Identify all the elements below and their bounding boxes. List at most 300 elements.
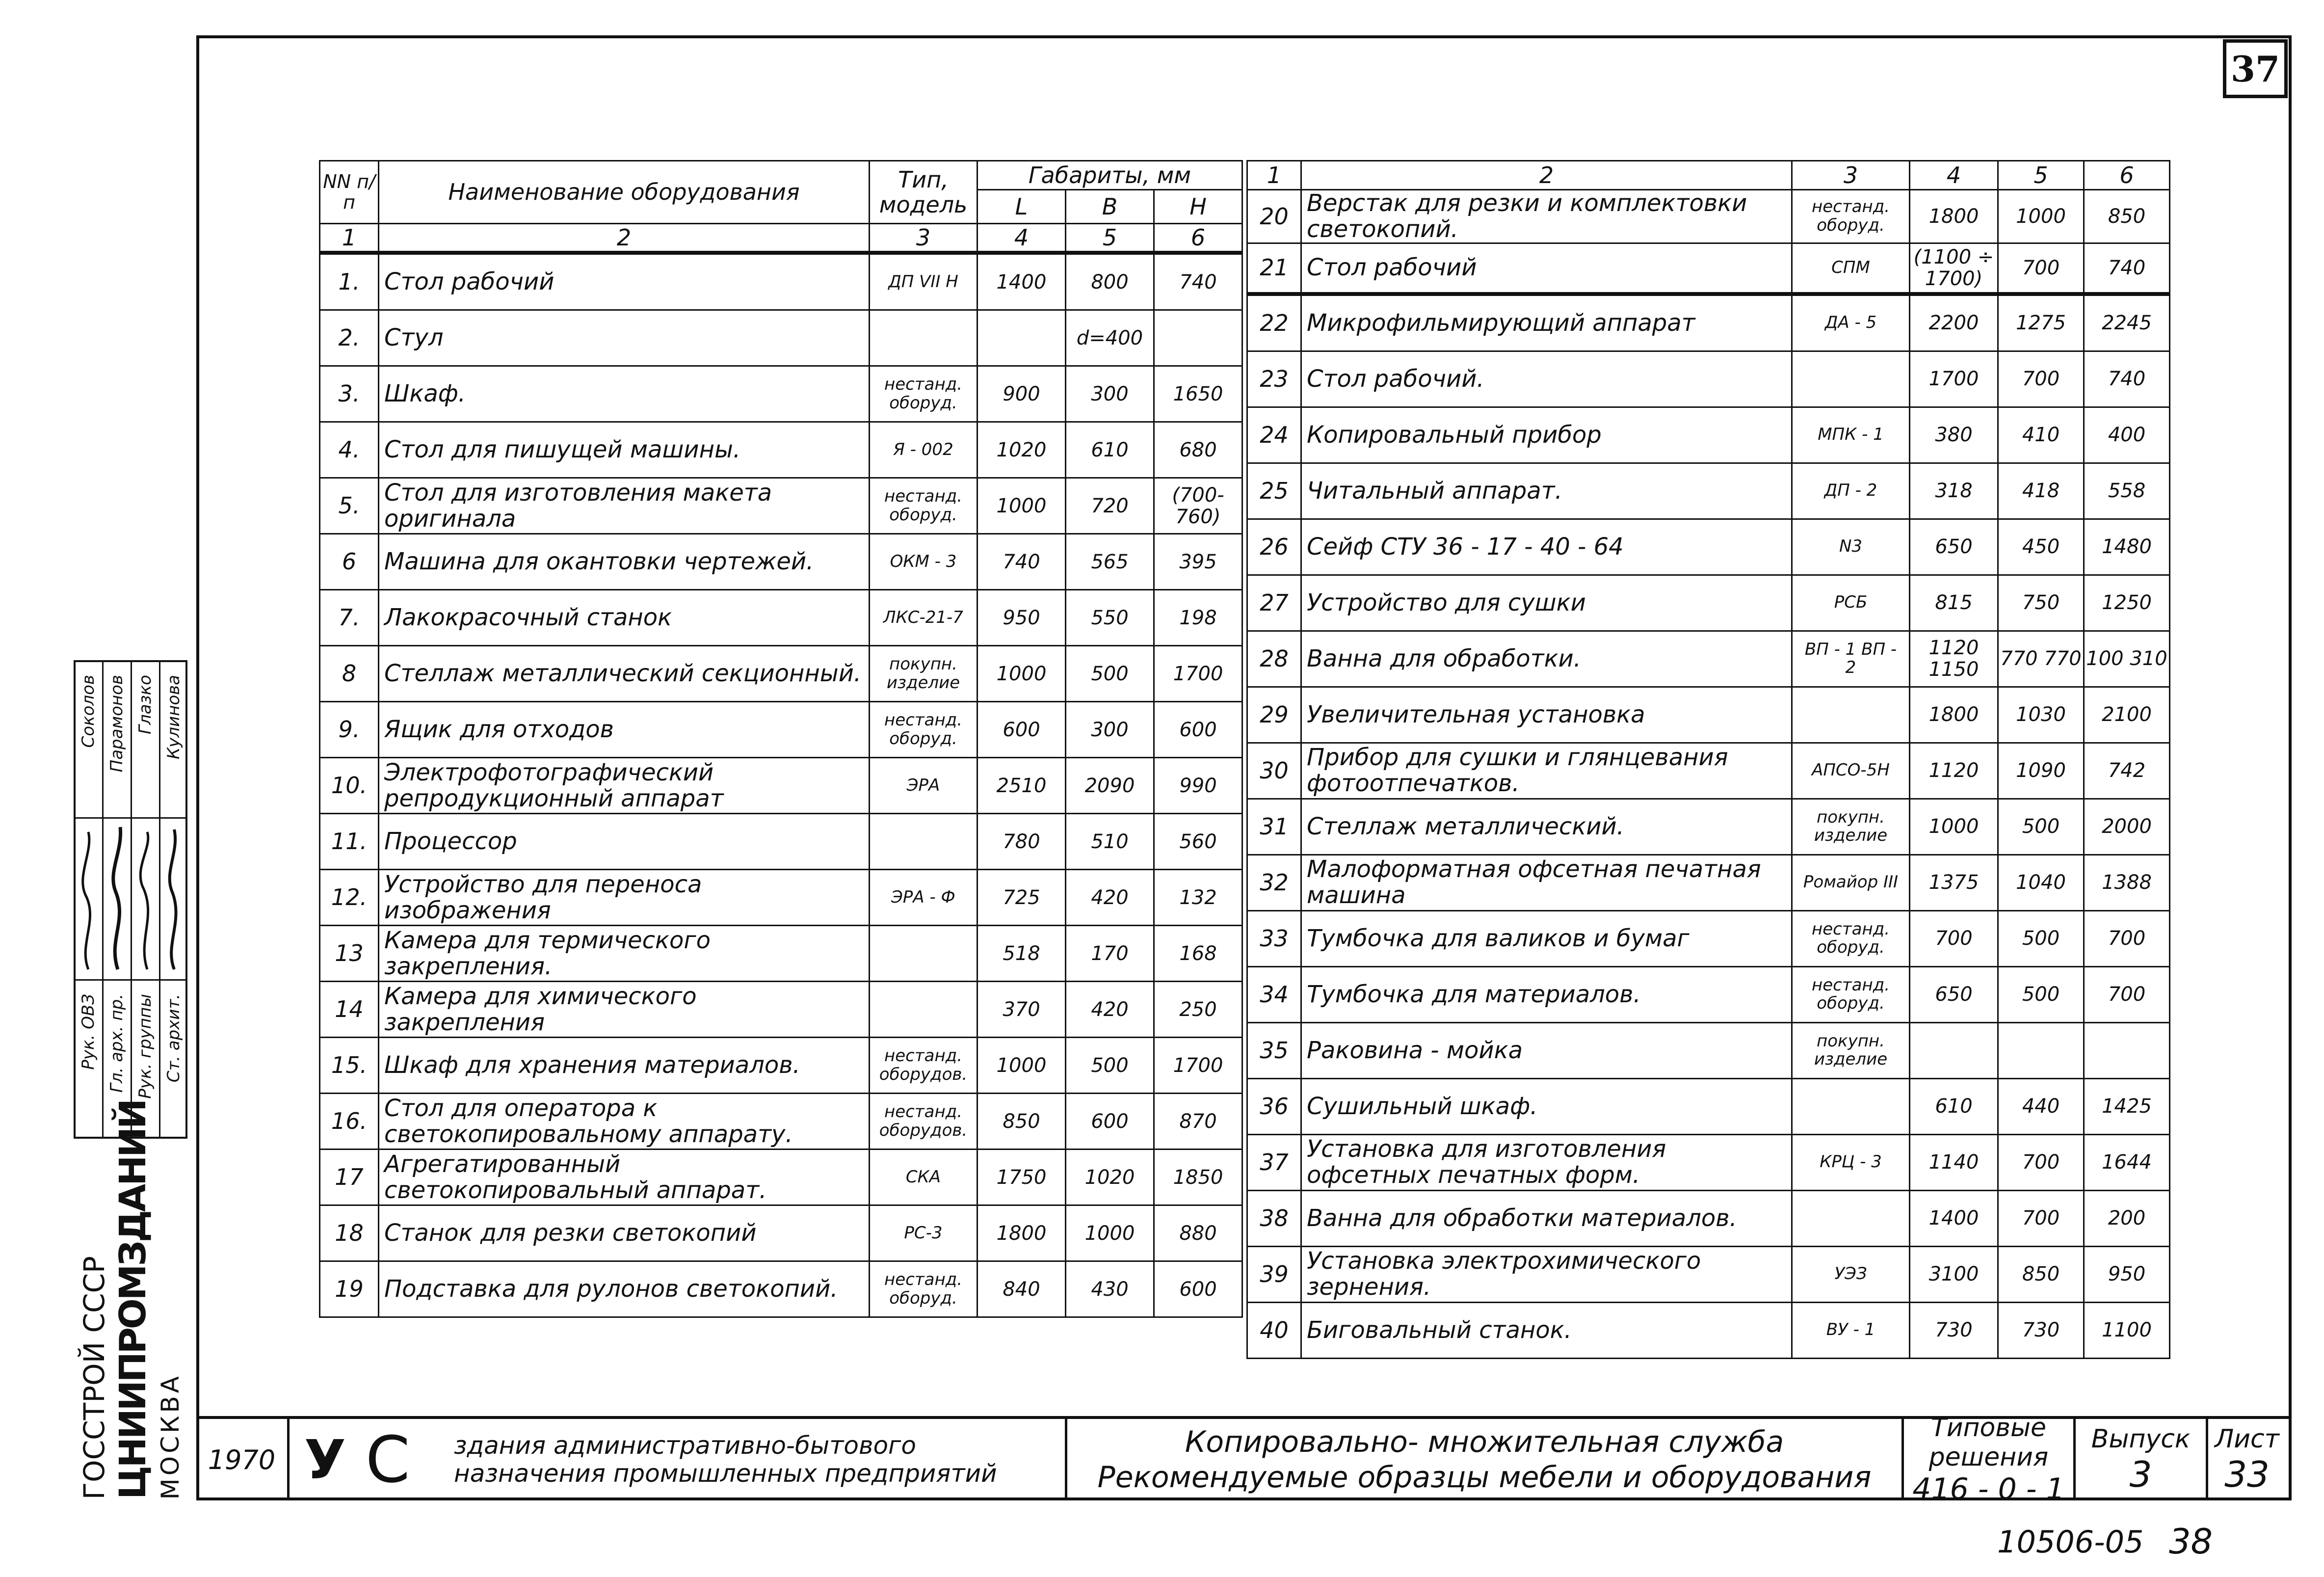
dim-l: 1375	[1910, 855, 1998, 910]
table-row	[1247, 463, 2170, 519]
subject	[1067, 1419, 1904, 1500]
col-num: 5	[1066, 224, 1154, 253]
row-number: 36	[1247, 1078, 1301, 1134]
dim-h: 600	[1154, 1261, 1242, 1317]
col-num: 1	[320, 224, 379, 253]
row-number: 34	[1247, 966, 1301, 1022]
table-row	[1247, 575, 2170, 631]
dim-h: 680	[1154, 422, 1242, 478]
dim-h: 198	[1154, 590, 1242, 646]
dim-b: 440	[1998, 1078, 2084, 1134]
equipment-type	[870, 814, 977, 870]
equipment-name: Станок для резки светокопий	[379, 1205, 870, 1261]
header-dims: Габариты, мм	[977, 161, 1242, 190]
equipment-name: Тумбочка для валиков и бумаг	[1301, 910, 1792, 966]
row-number: 32	[1247, 855, 1301, 910]
equipment-type: МПК - 1	[1792, 407, 1910, 463]
col-num: 5	[1998, 161, 2084, 190]
document-code: 10506-05	[1997, 1524, 2144, 1560]
table-row	[320, 1149, 1242, 1205]
equipment-type	[870, 982, 977, 1038]
table-row	[320, 253, 1242, 310]
equipment-name: Установка для изготовления офсетных печатных форм.	[1301, 1134, 1792, 1190]
subject-line: Рекомендуемые образцы мебели и оборудования	[1097, 1460, 1872, 1495]
logo-y: У	[304, 1428, 346, 1491]
dim-h: 1850	[1154, 1149, 1242, 1205]
dim-h: 740	[2084, 243, 2170, 294]
equipment-type: нестанд. оборуд.	[870, 1261, 977, 1317]
table-row	[320, 590, 1242, 646]
dim-l: 1000	[1910, 799, 1998, 855]
stamp-name: Соколов	[79, 675, 98, 748]
year: 1970	[196, 1419, 290, 1500]
col-num: 6	[1154, 224, 1242, 253]
equipment-type: Я - 002	[870, 422, 977, 478]
dim-l: 1750	[977, 1149, 1066, 1205]
equipment-type	[1792, 1190, 1910, 1246]
row-number: 15.	[320, 1038, 379, 1094]
table-row	[320, 534, 1242, 590]
row-number: 11.	[320, 814, 379, 870]
equipment-type: РСБ	[1792, 575, 1910, 631]
table-row	[320, 702, 1242, 758]
row-number: 26	[1247, 519, 1301, 575]
dim-b: 720	[1066, 478, 1154, 534]
table-row	[1247, 631, 2170, 687]
header-h: H	[1154, 190, 1242, 224]
dim-h: 1100	[2084, 1302, 2170, 1358]
table-row	[320, 758, 1242, 814]
dim-b: 510	[1066, 814, 1154, 870]
table-row	[1247, 407, 2170, 463]
dim-l: 1700	[1910, 351, 1998, 407]
equipment-type: СКА	[870, 1149, 977, 1205]
dim-b: 1090	[1998, 743, 2084, 799]
subject-line: Копировально- множительная служба	[1185, 1425, 1784, 1459]
dim-h: 560	[1154, 814, 1242, 870]
row-number: 19	[320, 1261, 379, 1317]
row-number: 16.	[320, 1094, 379, 1149]
equipment-type: УЭЗ	[1792, 1246, 1910, 1302]
row-number: 30	[1247, 743, 1301, 799]
stamp-role: Ст. архит.	[164, 994, 184, 1083]
equipment-name: Сушильный шкаф.	[1301, 1078, 1792, 1134]
dim-b: 800	[1066, 253, 1154, 310]
stamp-role: Гл. арх. пр.	[107, 994, 127, 1093]
equipment-name: Установка электрохимического зернения.	[1301, 1246, 1792, 1302]
dim-b: 500	[1998, 910, 2084, 966]
equipment-table-left	[319, 160, 1243, 1318]
row-number: 29	[1247, 687, 1301, 743]
dim-h: 250	[1154, 982, 1242, 1038]
equipment-type: ДП VII Н	[870, 253, 977, 310]
row-number: 39	[1247, 1246, 1301, 1302]
dim-l: 1800	[977, 1205, 1066, 1261]
row-number: 13	[320, 926, 379, 982]
dim-h: 990	[1154, 758, 1242, 814]
equipment-type	[1792, 687, 1910, 743]
dim-h: 168	[1154, 926, 1242, 982]
dim-l: 2200	[1910, 294, 1998, 351]
dim-l: 1800	[1910, 190, 1998, 243]
dim-l: 318	[1910, 463, 1998, 519]
table-row	[1247, 1302, 2170, 1358]
dim-b: 450	[1998, 519, 2084, 575]
dim-l: 650	[1910, 519, 1998, 575]
header-type: Тип, модель	[870, 161, 977, 224]
equipment-table-right	[1246, 160, 2170, 1359]
equipment-name: Ванна для обработки материалов.	[1301, 1190, 1792, 1246]
issue	[2076, 1419, 2208, 1500]
table-row	[320, 814, 1242, 870]
table-row	[1247, 1190, 2170, 1246]
dim-l: 1000	[977, 646, 1066, 702]
dim-b	[1998, 1022, 2084, 1078]
equipment-name: Устройство для сушки	[1301, 575, 1792, 631]
equipment-type: АПСО-5Н	[1792, 743, 1910, 799]
dim-b: 1000	[1998, 190, 2084, 243]
table-row	[1247, 351, 2170, 407]
equipment-name: Прибор для сушки и глянцевания фотоотпечатков.	[1301, 743, 1792, 799]
table-row	[1247, 1078, 2170, 1134]
dim-l: 1020	[977, 422, 1066, 478]
dim-l: 1140	[1910, 1134, 1998, 1190]
equipment-type: нестанд. оборуд.	[870, 702, 977, 758]
dim-h: 950	[2084, 1246, 2170, 1302]
dim-h: 558	[2084, 463, 2170, 519]
equipment-name: Камера для термического закрепления.	[379, 926, 870, 982]
equipment-name: Шкаф.	[379, 366, 870, 422]
row-number: 24	[1247, 407, 1301, 463]
table-row	[1247, 1134, 2170, 1190]
row-number: 20	[1247, 190, 1301, 243]
equipment-type: РС-3	[870, 1205, 977, 1261]
dim-h: 742	[2084, 743, 2170, 799]
row-number: 35	[1247, 1022, 1301, 1078]
dim-h: 740	[1154, 253, 1242, 310]
dim-h: 2000	[2084, 799, 2170, 855]
equipment-type: нестанд. оборудов.	[870, 1038, 977, 1094]
table-row	[320, 366, 1242, 422]
stamp-name: Глазко	[135, 675, 155, 734]
sheet-number: 33	[2224, 1454, 2270, 1495]
equipment-type: ЭРА	[870, 758, 977, 814]
dim-h	[2084, 1022, 2170, 1078]
dim-h: 2100	[2084, 687, 2170, 743]
dim-l: 780	[977, 814, 1066, 870]
dim-l: 518	[977, 926, 1066, 982]
equipment-name: Стеллаж металлический.	[1301, 799, 1792, 855]
dim-b: 418	[1998, 463, 2084, 519]
equipment-name: Электрофотографический репродукционный аппарат	[379, 758, 870, 814]
table-row	[320, 1094, 1242, 1149]
dim-l: 380	[1910, 407, 1998, 463]
col-num: 6	[2084, 161, 2170, 190]
stamp-role: Рук. ОВЗ	[79, 994, 98, 1070]
col-num: 2	[379, 224, 870, 253]
equipment-name: Подставка для рулонов светокопий.	[379, 1261, 870, 1317]
equipment-name: Машина для окантовки чертежей.	[379, 534, 870, 590]
dim-b: 550	[1066, 590, 1154, 646]
table-row	[1247, 1022, 2170, 1078]
dim-h: 1388	[2084, 855, 2170, 910]
dim-b: 1000	[1066, 1205, 1154, 1261]
dim-l: 3100	[1910, 1246, 1998, 1302]
dim-b: 565	[1066, 534, 1154, 590]
dim-b: 2090	[1066, 758, 1154, 814]
dim-h: 1480	[2084, 519, 2170, 575]
dim-l: 725	[977, 870, 1066, 926]
dim-b: 420	[1066, 982, 1154, 1038]
row-number: 9.	[320, 702, 379, 758]
col-num: 4	[977, 224, 1066, 253]
dim-l: 900	[977, 366, 1066, 422]
table-row	[1247, 294, 2170, 351]
dim-h: 740	[2084, 351, 2170, 407]
table-row	[1247, 855, 2170, 910]
dim-b: 500	[1066, 1038, 1154, 1094]
header-b: B	[1066, 190, 1154, 224]
equipment-type: ДА - 5	[1792, 294, 1910, 351]
dim-b: 300	[1066, 366, 1154, 422]
row-number: 4.	[320, 422, 379, 478]
dim-h: 880	[1154, 1205, 1242, 1261]
equipment-name: Стол для пишущей машины.	[379, 422, 870, 478]
equipment-name: Читальный аппарат.	[1301, 463, 1792, 519]
title-block	[196, 1413, 2292, 1506]
equipment-type: КРЦ - 3	[1792, 1134, 1910, 1190]
dim-l: 850	[977, 1094, 1066, 1149]
header-l: L	[977, 190, 1066, 224]
logo	[290, 1419, 447, 1500]
dim-h: (700-760)	[1154, 478, 1242, 534]
issue-label: Выпуск	[2091, 1424, 2191, 1454]
equipment-name: Стол рабочий	[379, 253, 870, 310]
table-row	[1247, 1246, 2170, 1302]
header-nn: NN п/п	[320, 161, 379, 224]
dim-h: 1700	[1154, 646, 1242, 702]
row-number: 18	[320, 1205, 379, 1261]
dim-l: 1000	[977, 1038, 1066, 1094]
dim-b: 420	[1066, 870, 1154, 926]
dim-h: 850	[2084, 190, 2170, 243]
dim-h: 200	[2084, 1190, 2170, 1246]
equipment-name: Процессор	[379, 814, 870, 870]
row-number: 23	[1247, 351, 1301, 407]
dim-l: (1100 ÷ 1700)	[1910, 243, 1998, 294]
dim-l: 600	[977, 702, 1066, 758]
page-mark: 37	[2223, 39, 2288, 98]
row-number: 17	[320, 1149, 379, 1205]
row-number: 1.	[320, 253, 379, 310]
equipment-type: СПМ	[1792, 243, 1910, 294]
equipment-type: нестанд. оборуд.	[1792, 966, 1910, 1022]
stamp-role: Рук. группы	[135, 994, 155, 1099]
dim-b: 700	[1998, 1190, 2084, 1246]
table-row	[320, 1205, 1242, 1261]
table-row	[1247, 243, 2170, 294]
dim-b: 500	[1998, 966, 2084, 1022]
equipment-type	[870, 926, 977, 982]
table-row	[1247, 190, 2170, 243]
table-row	[1247, 966, 2170, 1022]
col-num: 3	[870, 224, 977, 253]
equipment-type: ВП - 1 ВП - 2	[1792, 631, 1910, 687]
equipment-name: Стол рабочий	[1301, 243, 1792, 294]
dim-h: 600	[1154, 702, 1242, 758]
dim-l: 610	[1910, 1078, 1998, 1134]
equipment-name: Копировальный прибор	[1301, 407, 1792, 463]
dim-b: 300	[1066, 702, 1154, 758]
row-number: 31	[1247, 799, 1301, 855]
equipment-type: нестанд. оборуд.	[1792, 910, 1910, 966]
row-number: 21	[1247, 243, 1301, 294]
table-row	[320, 422, 1242, 478]
signatures	[74, 822, 187, 979]
equipment-name: Сейф СТУ 36 - 17 - 40 - 64	[1301, 519, 1792, 575]
equipment-name: Увеличительная установка	[1301, 687, 1792, 743]
dim-h: 395	[1154, 534, 1242, 590]
dim-l: 1400	[977, 253, 1066, 310]
table-row	[1247, 910, 2170, 966]
stamp-name: Кулинова	[164, 675, 184, 759]
equipment-type: нестанд. оборуд.	[1792, 190, 1910, 243]
row-number: 40	[1247, 1302, 1301, 1358]
equipment-name: Микрофильмирующий аппарат	[1301, 294, 1792, 351]
dim-l: 2510	[977, 758, 1066, 814]
document-page: 38	[2169, 1522, 2213, 1562]
table-row	[1247, 743, 2170, 799]
dim-l: 815	[1910, 575, 1998, 631]
equipment-type	[1792, 1078, 1910, 1134]
col-num: 4	[1910, 161, 1998, 190]
dim-h: 1425	[2084, 1078, 2170, 1134]
equipment-name: Ящик для отходов	[379, 702, 870, 758]
table-row	[320, 982, 1242, 1038]
row-number: 12.	[320, 870, 379, 926]
org-line: ГОССТРОЙ СССР	[78, 1256, 111, 1499]
dim-b: 700	[1998, 351, 2084, 407]
stamp-name: Парамонов	[107, 675, 127, 773]
equipment-type	[870, 310, 977, 366]
equipment-type: нестанд. оборуд.	[870, 366, 977, 422]
row-number: 25	[1247, 463, 1301, 519]
dim-b: 170	[1066, 926, 1154, 982]
dim-h: 700	[2084, 910, 2170, 966]
col-num: 1	[1247, 161, 1301, 190]
dim-l: 740	[977, 534, 1066, 590]
row-number: 3.	[320, 366, 379, 422]
dim-h: 400	[2084, 407, 2170, 463]
dim-h: 1644	[2084, 1134, 2170, 1190]
row-number: 5.	[320, 478, 379, 534]
organization-block	[74, 1100, 191, 1499]
equipment-name: Устройство для переноса изображения	[379, 870, 870, 926]
org-line: МОСКВА	[156, 1373, 185, 1499]
issue-number: 3	[2129, 1454, 2152, 1495]
equipment-name: Стол рабочий.	[1301, 351, 1792, 407]
row-number: 37	[1247, 1134, 1301, 1190]
dim-b: 600	[1066, 1094, 1154, 1149]
dim-h: 870	[1154, 1094, 1242, 1149]
series-label: Типовые решения	[1928, 1413, 2049, 1472]
dim-b: 730	[1998, 1302, 2084, 1358]
equipment-name: Шкаф для хранения материалов.	[379, 1038, 870, 1094]
dim-b: d=400	[1066, 310, 1154, 366]
dim-b: 1275	[1998, 294, 2084, 351]
dim-b: 1030	[1998, 687, 2084, 743]
equipment-type	[1792, 351, 1910, 407]
dim-h: 2245	[2084, 294, 2170, 351]
equipment-name: Лакокрасочный станок	[379, 590, 870, 646]
equipment-name: Биговальный станок.	[1301, 1302, 1792, 1358]
row-number: 28	[1247, 631, 1301, 687]
table-row	[320, 478, 1242, 534]
equipment-name: Ванна для обработки.	[1301, 631, 1792, 687]
series	[1904, 1413, 2076, 1506]
col-num: 3	[1792, 161, 1910, 190]
equipment-name: Камера для химического закрепления	[379, 982, 870, 1038]
dim-h: 1700	[1154, 1038, 1242, 1094]
equipment-name: Малоформатная офсетная печатная машина	[1301, 855, 1792, 910]
dim-l: 700	[1910, 910, 1998, 966]
logo-c: С	[365, 1422, 410, 1497]
dim-h: 132	[1154, 870, 1242, 926]
equipment-type: покупн. изделие	[1792, 799, 1910, 855]
table-row	[1247, 799, 2170, 855]
equipment-name: Агрегатированный светокопировальный аппарат.	[379, 1149, 870, 1205]
dim-b: 500	[1998, 799, 2084, 855]
equipment-name: Раковина - мойка	[1301, 1022, 1792, 1078]
equipment-name: Стул	[379, 310, 870, 366]
dim-b: 850	[1998, 1246, 2084, 1302]
dim-l	[977, 310, 1066, 366]
table-row	[320, 1261, 1242, 1317]
table-row	[1247, 687, 2170, 743]
dim-b: 750	[1998, 575, 2084, 631]
row-number: 22	[1247, 294, 1301, 351]
equipment-type: нестанд. оборуд.	[870, 478, 977, 534]
dim-l	[1910, 1022, 1998, 1078]
header-name: Наименование оборудования	[379, 161, 870, 224]
equipment-type: Ромайор III	[1792, 855, 1910, 910]
dim-b: 1020	[1066, 1149, 1154, 1205]
dim-b: 410	[1998, 407, 2084, 463]
equipment-type: ДП - 2	[1792, 463, 1910, 519]
dim-b: 700	[1998, 1134, 2084, 1190]
dim-l: 840	[977, 1261, 1066, 1317]
dim-b: 770 770	[1998, 631, 2084, 687]
equipment-name: Стол для оператора к светокопировальному аппарату.	[379, 1094, 870, 1149]
equipment-type: ЭРА - Ф	[870, 870, 977, 926]
dim-l: 1120	[1910, 743, 1998, 799]
sheet-label: Лист	[2215, 1424, 2279, 1454]
col-num: 2	[1301, 161, 1792, 190]
equipment-name: Верстак для резки и комплектовки светокопий.	[1301, 190, 1792, 243]
equipment-type: нестанд. оборудов.	[870, 1094, 977, 1149]
org-line: ЦНИИПРОМЗДАНИЙ	[112, 1100, 154, 1499]
dim-l: 950	[977, 590, 1066, 646]
dim-l: 650	[1910, 966, 1998, 1022]
dim-l: 730	[1910, 1302, 1998, 1358]
table-row	[320, 646, 1242, 702]
equipment-type: ЛКС-21-7	[870, 590, 977, 646]
dim-h: 700	[2084, 966, 2170, 1022]
table-row	[320, 310, 1242, 366]
dim-b: 1040	[1998, 855, 2084, 910]
equipment-name: Тумбочка для материалов.	[1301, 966, 1792, 1022]
equipment-type: покупн. изделие	[1792, 1022, 1910, 1078]
